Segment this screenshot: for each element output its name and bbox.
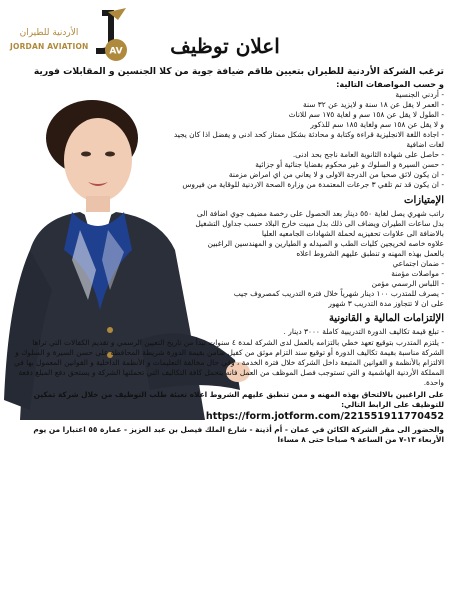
requirement-item: لغات اضافية xyxy=(406,140,444,150)
requirement-item: - أردني الجنسية xyxy=(395,89,444,99)
benefit-item: بالعمل بهذه المهنه و تنطبق عليهم الشروط اعلاه xyxy=(296,248,444,258)
requirement-item: - العمر لا يقل عن ١٨ سنة و لايزيد عن ٣٢ سنة xyxy=(303,99,444,109)
obligation-item: - تبلغ قيمة تكاليف الدورة التدريبية كاملة ٣٠٠٠ دينار . xyxy=(283,327,444,337)
attendance-instructions: والحضور الى مقر الشركة الكائن في عمان - أم أذينة - شارع الملك فيصل بن عبد العزيز - عمارة ٥٥ اعتبارا من يوم الأربعاء ١٣-٧ من الساعة ٩ صباحا حتى ٨ مساءا xyxy=(33,425,444,445)
requirement-item: - ان يكون لائق صحيا من الدرجة الاولى و لا يعاني من اي امراض مزمنة xyxy=(228,170,444,180)
obligations-heading: الإلتزامات المالية و القانونية xyxy=(328,313,444,325)
requirement-item: - الطول لا يقل عن ١٥٨ سم و لغاية ١٧٥ سم للاناث xyxy=(288,109,444,119)
company-logo xyxy=(6,4,126,62)
benefit-item: بالاضافة الى علاوات تحفيزيه لحملة الشهادات الجامعيه العليا xyxy=(261,228,444,238)
page-title: اعلان توظيف xyxy=(170,34,280,58)
benefit-item: - يصرف للمتدرب ١٠٠ دينار شهرياً خلال فترة التدريب كمصروف جيب xyxy=(233,289,444,299)
application-form-link[interactable]: https://form.jotform.com/221551911770452 xyxy=(205,411,444,423)
benefit-item: راتب شهري يصل لغاية ٥٥٠ دينار بعد الحصول على رخصة مضيف جوي اضافة الى xyxy=(196,208,444,218)
obligation-item: - يلتزم المتدرب بتوقيع تعهد خطي بالتزامه بالعمل لدى الشركة لمدة ٤ سنوات تبدأ من تاريخ التعيين الرسمي و تقديم الكفالات التي تراها الشركة مناسبة بقيمة تكاليف الدورة أو توقيع سند التزام موثق من كفيل ضامن بقيمة الدورة شريطة المحافظة على حسن السيرة و السلوك و الالتزام بالأنظمة و القوانين المتبعة داخل الشركة خلال فترة الخدمة ، وفي حال مخالفة التعليمات و الأنظمة الداخلية و القوانين المعمول بها في المملكة الأردنية الهاشمية و التي تستوجب فصل الموظف من العمل فانه يتحمل كافة التكاليف التي تحملتها الشركة و يستحق دفع المبلغ دفعة واحدة. xyxy=(14,337,444,387)
benefit-item: - مواصلات مؤمنة xyxy=(391,269,444,279)
benefit-item: بدل ساعات الطيران ويضاف الى ذلك بدل مبيت خارج البلاد حسب جداول التشغيل xyxy=(195,218,444,228)
requirements-list xyxy=(8,90,444,191)
logo-english-text: JORDAN AVIATION xyxy=(10,42,89,51)
job-ad-content xyxy=(8,66,444,445)
logo-mark-icon xyxy=(88,6,130,62)
requirement-item: - ان يكون قد تم تلقي ٣ جرعات المعتمدة من وزارة الصحة الاردنية للوقاية من فيروس xyxy=(182,180,444,190)
requirement-item: و لا يقل عن ١٥٨ سم ولغاية ١٨٥ سم للذكور xyxy=(310,119,444,129)
benefit-item: - اللباس الرسمي مؤمن xyxy=(371,279,444,289)
benefit-item: - ضمان اجتماعي xyxy=(392,259,444,268)
requirement-item: - حاصل على شهادة الثانوية العامة ناجح بحد ادنى. xyxy=(292,150,444,160)
requirement-item: - اجادة اللغة الانجليزية قراءة وكتابة و محادثة بشكل ممتاز كحد ادنى و يفضل اذا كان يجيد xyxy=(173,129,444,139)
intro-subtitle: و حسب المواصفات التالية: xyxy=(336,78,444,89)
logo-av-text: AV xyxy=(109,46,123,57)
benefits-list xyxy=(8,209,444,310)
logo-arabic-text: الأردنية للطيران xyxy=(19,28,79,38)
benefit-item: على ان لا تتجاوز مدة التدريب ٣ شهور xyxy=(328,299,444,309)
benefits-heading: الإمتيازات xyxy=(404,194,444,206)
intro-text: ترغب الشركة الأردنية للطيران بتعيين طاقم ضيافة جوية من كلا الجنسين و المقابلات فورية xyxy=(33,66,444,77)
requirement-item: - حسن السيرة و السلوك و غير محكوم بقضايا جنائية أو جزائية xyxy=(255,160,444,170)
apply-instructions: على الراغبين بالالتحاق بهذه المهنه و ممن تنطبق عليهم الشروط اعلاه تعبئة طلب التوظيف من خلال شركة تمكين للتوظيف على الرابط التالي: xyxy=(33,390,444,410)
benefit-item: علاوه خاصه لخريجين كليات الطب و الصيدله و الطيارين و المهندسين الراغبين xyxy=(207,238,444,248)
obligations-list xyxy=(8,327,444,388)
